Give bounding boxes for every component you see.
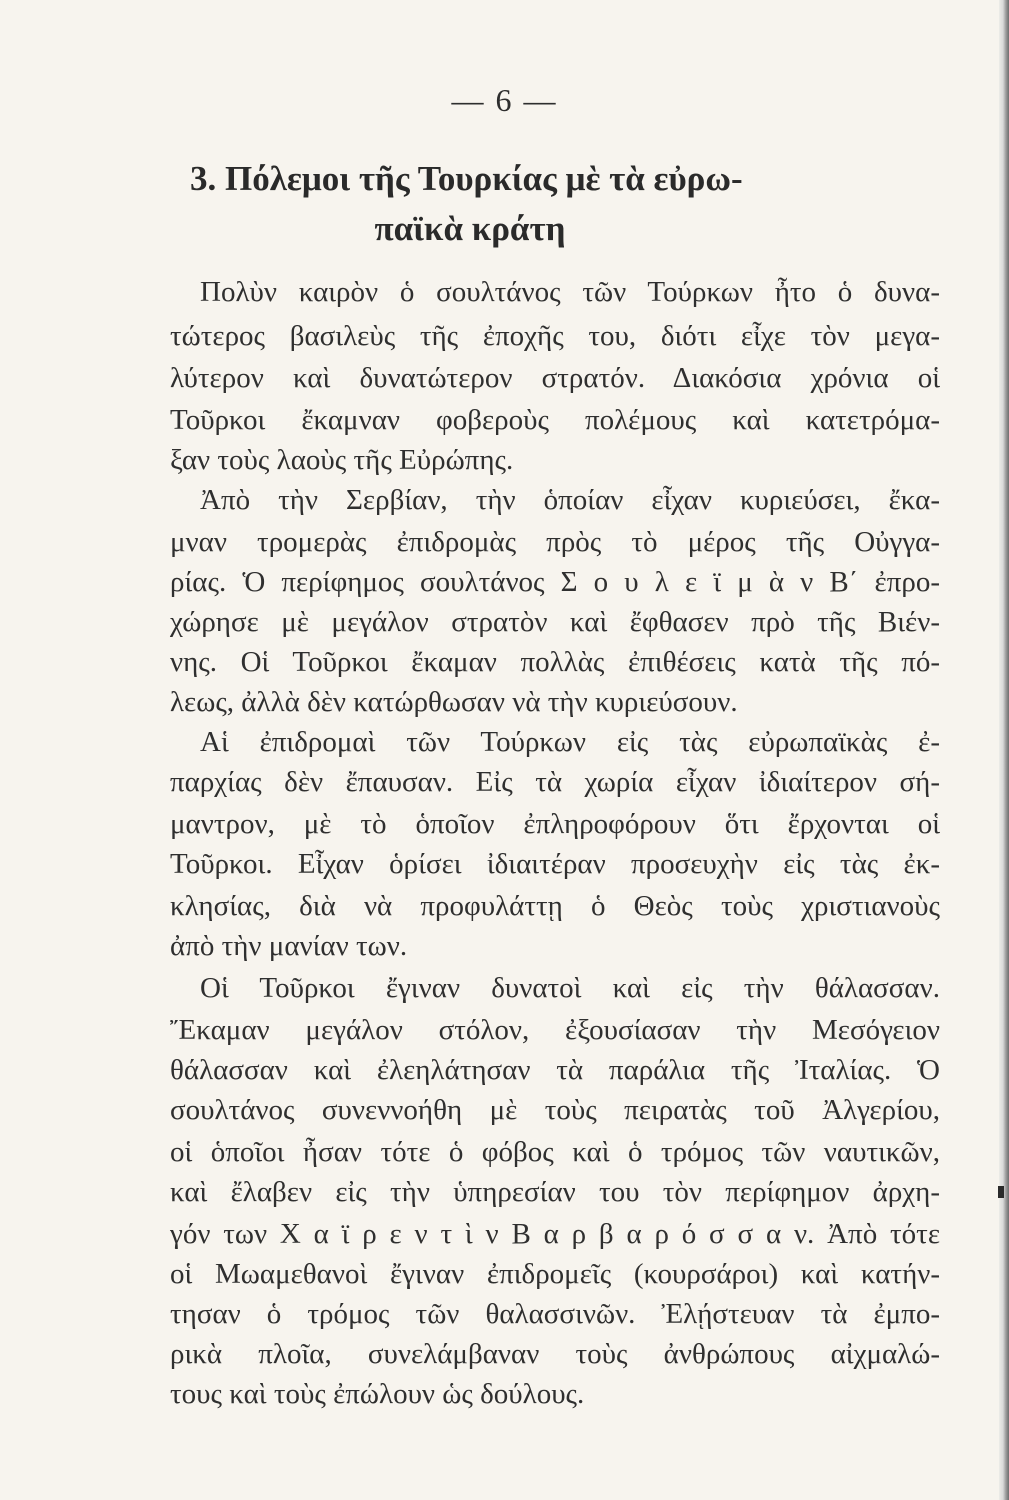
text-line: Ἀπὸ τὴν Σερβίαν, τὴν ὁποίαν εἶχαν κυριεύσει, ἔκα- bbox=[200, 484, 940, 516]
text-line: ρικὰ πλοῖα, συνελάμβαναν τοὺς ἀνθρώπους αἰχμαλώ- bbox=[170, 1338, 940, 1370]
text-line: Τοῦρκοι ἔκαμναν φοβεροὺς πολέμους καὶ κατετρόμα- bbox=[170, 404, 940, 436]
text-line: καὶ ἔλαβεν εἰς τὴν ὑπηρεσίαν του τὸν περίφημον ἀρχη- bbox=[170, 1176, 940, 1208]
text-line: νης. Οἱ Τοῦρκοι ἔκαμαν πολλὰς ἐπιθέσεις κατὰ τῆς πό- bbox=[170, 646, 940, 678]
text-line: λύτερον καὶ δυνατώτερον στρατόν. Διακόσια χρόνια οἱ bbox=[170, 362, 940, 394]
text-line: τησαν ὁ τρόμος τῶν θαλασσινῶν. Ἐλῄστευαν τὰ ἐμπο- bbox=[170, 1298, 940, 1330]
text-line: λεως, ἀλλὰ δὲν κατώρθωσαν νὰ τὴν κυριεύσουν. bbox=[170, 686, 738, 718]
text-line: ἀπὸ τὴν μανίαν των. bbox=[170, 930, 408, 962]
section-heading-line-1: 3. Πόλεμοι τῆς Τουρκίας μὲ τὰ εὐρω- bbox=[190, 159, 743, 198]
text-line: μναν τρομερὰς ἐπιδρομὰς πρὸς τὸ μέρος τῆς Οὐγγα- bbox=[170, 526, 940, 558]
text-line: Πολὺν καιρὸν ὁ σουλτάνος τῶν Τούρκων ἦτο ὁ δυνα- bbox=[200, 276, 940, 308]
text-line: μαντρον, μὲ τὸ ὁποῖον ἐπληροφόρουν ὅτι ἔρχονται οἱ bbox=[170, 808, 940, 840]
binding-edge bbox=[999, 0, 1009, 1500]
text-line: χώρησε μὲ μεγάλον στρατὸν καὶ ἔφθασεν πρὸ τῆς Βιέν- bbox=[170, 606, 940, 638]
section-heading bbox=[190, 154, 910, 254]
text-line: Ἔκαμαν μεγάλον στόλον, ἐξουσίασαν τὴν Μεσόγειον bbox=[170, 1014, 940, 1046]
text-line: οἱ ὁποῖοι ἦσαν τότε ὁ φόβος καὶ ὁ τρόμος τῶν ναυτικῶν, bbox=[170, 1136, 940, 1168]
text-line: παρχίας δὲν ἔπαυσαν. Εἰς τὰ χωρία εἶχαν ἰδιαίτερον σή- bbox=[170, 766, 940, 798]
section-heading-line-2: παϊκὰ κράτη bbox=[374, 209, 566, 248]
text-line: σουλτάνος συνεννοήθη μὲ τοὺς πειρατὰς τοῦ Ἀλγερίου, bbox=[170, 1094, 940, 1126]
text-line: Τοῦρκοι. Εἶχαν ὁρίσει ἰδιαιτέραν προσευχὴν εἰς τὰς ἐκ- bbox=[170, 848, 940, 880]
text-line: τώτερος βασιλεὺς τῆς ἐποχῆς του, διότι εἶχε τὸν μεγα- bbox=[170, 320, 940, 352]
edge-mark bbox=[998, 1186, 1004, 1198]
text-line: ξαν τοὺς λαοὺς τῆς Εὐρώπης. bbox=[170, 444, 514, 476]
text-line: θάλασσαν καὶ ἐλεηλάτησαν τὰ παράλια τῆς Ἰταλίας. Ὁ bbox=[170, 1054, 940, 1086]
text-line: οἱ Μωαμεθανοὶ ἔγιναν ἐπιδρομεῖς (κουρσάροι) καὶ κατήν- bbox=[170, 1258, 940, 1290]
text-line: κλησίας, διὰ νὰ προφυλάττῃ ὁ Θεὸς τοὺς χριστιανοὺς bbox=[170, 890, 940, 922]
text-line: ρίας. Ὁ περίφημος σουλτάνος Σ ο υ λ ε ϊ μ ὰ ν Β΄ ἐπρο- bbox=[170, 566, 940, 598]
text-line: γόν των Χ α ϊ ρ ε ν τ ὶ ν Β α ρ β α ρ ό σ σ α ν. Ἀπὸ τότε bbox=[170, 1218, 940, 1250]
text-line: τους καὶ τοὺς ἐπώλουν ὡς δούλους. bbox=[170, 1378, 585, 1410]
text-line: Αἱ ἐπιδρομαὶ τῶν Τούρκων εἰς τὰς εὐρωπαϊκὰς ἐ- bbox=[200, 726, 940, 758]
page-number: — 6 — bbox=[451, 82, 558, 118]
text-line: Οἱ Τοῦρκοι ἔγιναν δυνατοὶ καὶ εἰς τὴν θάλασσαν. bbox=[200, 972, 940, 1004]
